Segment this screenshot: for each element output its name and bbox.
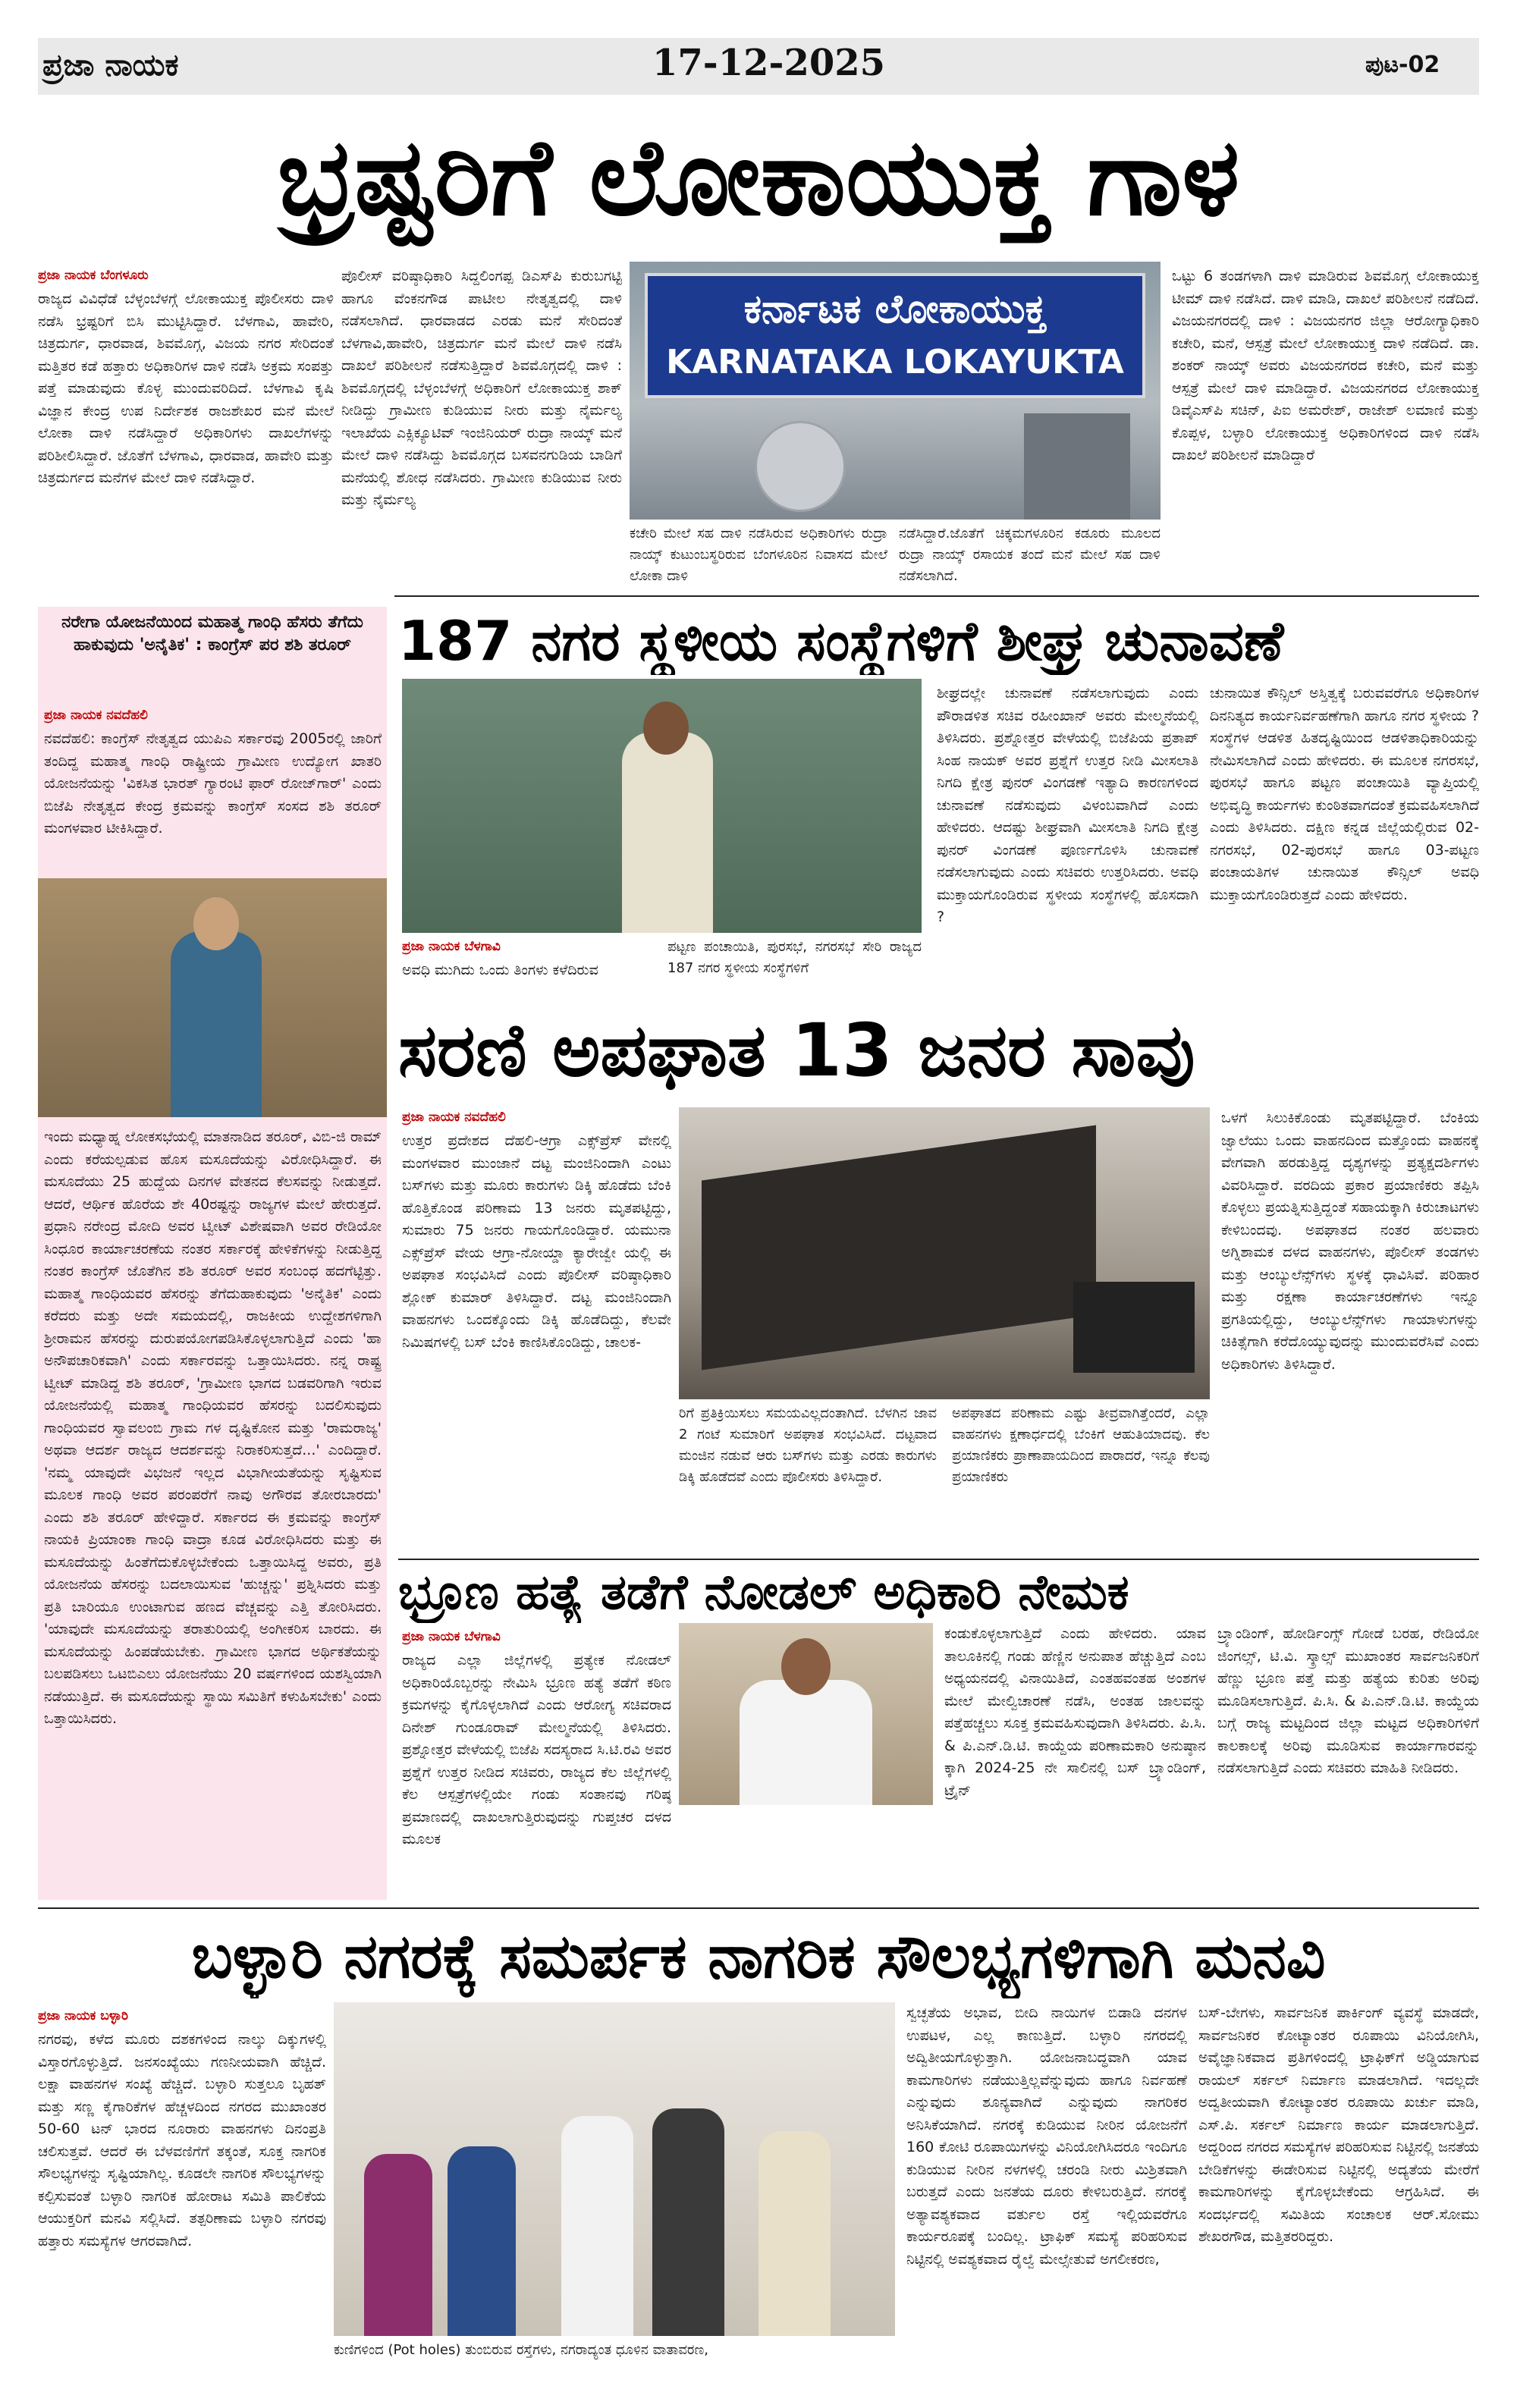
story1-byline: ಪ್ರಜಾ ನಾಯಕ ಬೆಂಗಳೂರು: [38, 268, 149, 283]
lokayukta-sign-english: KARNATAKA LOKAYUKTA: [666, 343, 1124, 381]
story4-byline: ಪ್ರಜಾ ನಾಯಕ ಬೆಳಗಾವಿ: [402, 1629, 501, 1644]
story2-byline: ಪ್ರಜಾ ನಾಯಕ ಬೆಳಗಾವಿ: [402, 939, 501, 954]
story5-photo-petition: [334, 2002, 895, 2336]
story2-col4: [1210, 683, 1479, 994]
person-icon-2: [448, 2146, 516, 2336]
lokayukta-photo: [630, 262, 1161, 520]
story5-col1: [38, 2006, 326, 2370]
story1-col1: [38, 265, 334, 580]
story4-text-col4: ಬ್ರ್ಯಾಂಡಿಂಗ್, ಹೋರ್ಡಿಂಗ್ಸ್ ಗೋಡೆ ಬರಹ, ರೇಡಿಯೋ ಜಿಂಗಲ್ಸ್, ಟಿ.ವಿ. ಸ್ಕ್ರಾಲ್ಸ್ ಮುಖಾಂತರ ಸಾರ್ವಜನಿಕರಿಗೆ ಹೆಣ್ಣು ಭ್ರೂಣ ಪತ್ತೆ ಮತ್ತು ಹತ್ಯೆಯ ಕುರಿತು ಅರಿವು ಮೂಡಿಸಲಾಗುತ್ತಿದೆ. ಪಿ.ಸಿ. & ಪಿ.ಎನ್.ಡಿ.ಟಿ. ಕಾಯ್ದೆಯ ಬಗ್ಗೆ ರಾಜ್ಯ ಮಟ್ಟದಿಂದ ಜಿಲ್ಲಾ ಮಟ್ಟದ ಅಧಿಕಾರಿಗಳಿಗೆ ಕಾಲಕಾಲಕ್ಕೆ ಅರಿವು ಮೂಡಿಸುವ ಕಾರ್ಯಾಗಾರವನ್ನು ನಡೆಸಲಾಗುತ್ತಿದೆ ಎಂದು ಸಚಿವರು ಮಾಹಿತಿ ನೀಡಿದರು.: [1217, 1625, 1479, 1776]
story4-col1: [402, 1627, 671, 1896]
story3-text-col1: ಉತ್ತರ ಪ್ರದೇಶದ ದೆಹಲಿ-ಆಗ್ರಾ ಎಕ್ಸ್‌ಪ್ರೆಸ್ ವೇನಲ್ಲಿ ಮಂಗಳವಾರ ಮುಂಜಾನೆ ದಟ್ಟ ಮಂಜಿನಿಂದಾಗಿ ಎಂಟು ಬಸ್‌ಗಳು ಮತ್ತು ಮೂರು ಕಾರುಗಳು ಡಿಕ್ಕಿ ಹೊಡೆದು ಬೆಂಕಿ ಹೊತ್ತಿಕೊಂಡ ಪರಿಣಾಮ 13 ಜನರು ಮೃತಪಟ್ಟಿದ್ದು, ಸುಮಾರು 75 ಜನರು ಗಾಯಗೊಂಡಿದ್ದಾರೆ. ಯಮುನಾ ಎಕ್ಸ್‌ಪ್ರೆಸ್ ವೇಯ ಆಗ್ರಾ-ನೋಯ್ಡಾ ಕ್ಯಾರೇಜ್ವೇ ಯಲ್ಲಿ ಈ ಅಪಘಾತ ಸಂಭವಿಸಿದೆ ಎಂದು ಪೊಲೀಸ್ ವರಿಷ್ಠಾಧಿಕಾರಿ ಶ್ಲೋಕ್ ಕುಮಾರ್ ತಿಳಿಸಿದ್ದಾರೆ. ದಟ್ಟ ಮಂಜಿನಿಂದಾಗಿ ವಾಹನಗಳು ಒಂದಕ್ಕೊಂದು ಡಿಕ್ಕಿ ಹೊಡೆದಿದ್ದು, ಕೆಲವೇ ನಿಮಿಷಗಳಲ್ಲಿ ಬಸ್ ಬೆಂಕಿ ಕಾಣಿಸಿಕೊಂಡಿದ್ದು, ಚಾಲಕ-: [402, 1132, 671, 1351]
sidebar-byline: ಪ್ರಜಾ ನಾಯಕ ನವದೆಹಲಿ: [44, 708, 148, 723]
story2-photo-speaker: [402, 679, 922, 933]
story3-byline: ಪ್ರಜಾ ನಾಯಕ ನವದೆಹಲಿ: [402, 1110, 506, 1125]
story5-headline: ಬಳ್ಳಾರಿ ನಗರಕ್ಕೆ ಸಮರ್ಪಕ ನಾಗರಿಕ ಸೌಲಭ್ಯಗಳಿಗಾಗಿ ಮನವಿ: [191, 1921, 1326, 1992]
emblem-icon: [755, 421, 846, 512]
story4-col4: [1217, 1623, 1479, 1896]
speaker-head-2: [643, 702, 689, 755]
story2-caption-a: ಅವಧಿ ಮುಗಿದು ಒಂದು ತಿಂಗಳು ಕಳೆದಿರುವ: [402, 962, 598, 978]
story2-headline: 187 ನಗರ ಸ್ಥಳೀಯ ಸಂಸ್ಥೆಗಳಿಗೆ ಶೀಘ್ರ ಚುನಾವಣೆ: [398, 609, 1284, 673]
divider-rule-2: [398, 1559, 1479, 1560]
story3-caption-a: ರಿಗೆ ಪ್ರತಿಕ್ರಿಯಿಸಲು ಸಮಯವಿಲ್ಲದಂತಾಗಿದೆ. ಬೆಳಗಿನ ಜಾವ 2 ಗಂಟೆ ಸುಮಾರಿಗೆ ಅಪಘಾತ ಸಂಭವಿಸಿದೆ. ದಟ್ಟವಾದ ಮಂಜಿನ ನಡುವೆ ಆರು ಬಸ್‌ಗಳು ಮತ್ತು ಎರಡು ಕಾರುಗಳು ಡಿಕ್ಕಿ ಹೊಡೆದವೆ ಎಂದು ಪೊಲೀಸರು ತಿಳಿಸಿದ್ದಾರೆ.: [679, 1405, 937, 1485]
story2-caption-b: ಪಟ್ಟಣ ಪಂಚಾಯಿತಿ, ಪುರಸಭೆ, ನಗರಸಭೆ ಸೇರಿ ರಾಜ್ಯದ 187 ನಗರ ಸ್ಥಳೀಯ ಸಂಸ್ಥೆಗಳಿಗೆ: [667, 939, 922, 976]
story3-col4: [1221, 1107, 1479, 1551]
masthead-paper-name: ಪ್ರಜಾ ನಾಯಕ: [42, 48, 179, 83]
building-pillar-icon: [1024, 413, 1130, 520]
sidebar-intro-col: [44, 705, 382, 876]
story1-text-col4: ಒಟ್ಟು 6 ತಂಡಗಳಾಗಿ ದಾಳಿ ಮಾಡಿರುವ ಶಿವಮೊಗ್ಗ ಲೋಕಾಯುಕ್ತ ಟೀಮ್ ದಾಳಿ ನಡೆಸಿದೆ. ದಾಳಿ ಮಾಡಿ, ದಾಖಲೆ ಪರಿಶೀಲನೆ ನಡೆದಿದೆ. ವಿಜಯನಗರದಲ್ಲಿ ದಾಳಿ : ವಿಜಯನಗರ ಜಿಲ್ಲಾ ಆರೋಗ್ಯಾಧಿಕಾರಿ ಕಚೇರಿ, ಮನೆ, ಆಸ್ಪತ್ರೆ ಮೇಲೆ ಲೋಕಾಯುಕ್ತ ದಾಳಿ ನಡೆದಿದೆ. ಡಾ. ಶಂಕರ್ ನಾಯ್ಕ್ ಅವರು ವಿಜಯನಗರದ ಕಚೇರಿ, ಮನೆ ಮತ್ತು ಆಸ್ಪತ್ರೆ ಮೇಲೆ ದಾಳಿ ಮಾಡಿದ್ದಾರೆ. ವಿಜಯನಗರದ ಲೋಕಾಯುಕ್ತ ಡಿವೈಎಸ್‌ಪಿ ಸಚಿನ್, ಪಿಐ ಅಮರೇಶ್, ರಾಜೇಶ್ ಲಮಾಣಿ ಮತ್ತು ಕೊಪ್ಪಳ, ಬಳ್ಳಾರಿ ಲೋಕಾಯುಕ್ತ ಅಧಿಕಾರಿಗಳಿಂದ ದಾಳಿ ನಡೆಸಿ ದಾಖಲೆ ಪರಿಶೀಲನೆ ಮಾಡಿದ್ದಾರೆ: [1172, 268, 1479, 463]
sidebar-headline: ನರೇಗಾ ಯೋಜನೆಯಿಂದ ಮಹಾತ್ಮ ಗಾಂಧಿ ಹೆಸರು ತೆಗೆದು ಹಾಕುವುದು 'ಅನೈತಿಕ' : ಕಾಂಗ್ರೆಸ್ ಪರ ಶಶಿ ತರೂರ್: [61, 613, 363, 655]
story4-headline: ಭ್ರೂಣ ಹತ್ಯೆ ತಡೆಗೆ ನೋಡಲ್ ಅಧಿಕಾರಿ ನೇಮಕ: [398, 1565, 1129, 1621]
story3-caption-b: ಅಪಘಾತದ ಪರಿಣಾಮ ಎಷ್ಟು ತೀವ್ರವಾಗಿತ್ತೆಂದರೆ, ಎಲ್ಲಾ ವಾಹನಗಳು ಕ್ಷಣಾರ್ಧದಲ್ಲಿ ಬೆಂಕಿಗೆ ಆಹುತಿಯಾದವು. ಕೆಲ ಪ್ರಯಾಣಿಕರು ಪ್ರಾಣಾಪಾಯದಿಂದ ಪಾರಾದರೆ, ಇನ್ನೂ ಕೆಲವು ಪ್ರಯಾಣಿಕರು: [952, 1405, 1210, 1485]
minister-head: [781, 1638, 831, 1695]
story5-col4: [1198, 2002, 1479, 2370]
speaker-head: [193, 897, 239, 950]
person-icon-4: [652, 2108, 724, 2336]
sidebar-photo-parliament: [38, 878, 387, 1117]
story4-text-col3: ಕಂಡುಕೊಳ್ಳಲಾಗುತ್ತಿದೆ ಎಂದು ಹೇಳಿದರು. ಯಾವ ತಾಲೂಕಿನಲ್ಲಿ ಗಂಡು ಹೆಣ್ಣಿನ ಅನುಪಾತ ಹೆಚ್ಚುತ್ತಿದೆ ಎಂಬ ಅಧ್ಯಯನದಲ್ಲಿ ವಿನಾಯಿತಿದೆ, ಎಂತಹವಂತಹ ಅಂಶಗಳ ಮೇಲೆ ಮೇಲ್ವಿಚಾರಣೆ ನಡೆಸಿ, ಅಂತಹ ಜಾಲವನ್ನು ಪತ್ತೆಹಚ್ಚಲು ಸೂಕ್ತ ಕ್ರಮವಹಿಸುವುದಾಗಿ ತಿಳಿಸಿದರು. ಪಿ.ಸಿ. & ಪಿ.ಎನ್.ಡಿ.ಟಿ. ಕಾಯ್ದೆಯ ಪರಿಣಾಮಕಾರಿ ಅನುಷ್ಠಾನ ಕ್ಕಾಗಿ 2024-25 ನೇ ಸಾಲಿನಲ್ಲಿ ಬಸ್ ಬ್ರ್ಯಾಂಡಿಂಗ್, ಟ್ರೈನ್: [944, 1625, 1206, 1799]
masthead-date: 17-12-2025: [652, 42, 886, 84]
burnt-bus-shape: [702, 1125, 1096, 1370]
story2-text-col4: ಚುನಾಯಿತ ಕೌನ್ಸಿಲ್ ಅಸ್ತಿತ್ವಕ್ಕೆ ಬರುವವರೆಗೂ ಅಧಿಕಾರಿಗಳ ದಿನನಿತ್ಯದ ಕಾರ್ಯನಿರ್ವಹಣೆಗಾಗಿ ಹಾಗೂ ನಗರ ಸ್ಥಳೀಯ ? ಸಂಸ್ಥೆಗಳ ಆಡಳಿತ ಹಿತದೃಷ್ಟಿಯಿಂದ ಆಡಳಿತಾಧಿಕಾರಿಯನ್ನು ನೇಮಿಸಲಾಗಿದೆ ಎಂದು ಹೇಳಿದರು. ಈ ಮೂಲಕ ನಗರಸಭೆ, ಪುರಸಭೆ ಹಾಗೂ ಪಟ್ಟಣ ಪಂಚಾಯಿತಿ ವ್ಯಾಪ್ತಿಯಲ್ಲಿ ಅಭಿವೃದ್ಧಿ ಕಾರ್ಯಗಳು ಕುಂಠಿತವಾಗದಂತೆ ಕ್ರಮವಹಿಸಲಾಗಿದೆ ಎಂದು ತಿಳಿಸಿದರು. ದಕ್ಷಿಣ ಕನ್ನಡ ಜಿಲ್ಲೆಯಲ್ಲಿರುವ 02-ನಗರಸಭೆ, 02-ಪುರಸಭೆ ಹಾಗೂ 03-ಪಟ್ಟಣ ಪಂಚಾಯತಿಗಳ ಚುನಾಯಿತ ಕೌನ್ಸಿಲ್ ಅವಧಿ ಮುಕ್ತಾಯಗೊಂಡಿರುತ್ತದೆ ಎಂದು ಹೇಳಿದರು.: [1210, 685, 1479, 903]
story3-text-col4: ಒಳಗೆ ಸಿಲುಕಿಕೊಂಡು ಮೃತಪಟ್ಟಿದ್ದಾರೆ. ಬೆಂಕಿಯ ಜ್ವಾಲೆಯು ಒಂದು ವಾಹನದಿಂದ ಮತ್ತೊಂದು ವಾಹನಕ್ಕೆ ವೇಗವಾಗಿ ಹರಡುತ್ತಿದ್ದ ದೃಶ್ಯಗಳನ್ನು ಪ್ರತ್ಯಕ್ಷದರ್ಶಿಗಳು ವಿವರಿಸಿದ್ದಾರೆ. ವರದಿಯ ಪ್ರಕಾರ ಪ್ರಯಾಣಿಕರು ತಪ್ಪಿಸಿ ಕೊಳ್ಳಲು ಪ್ರಯತ್ನಿಸುತ್ತಿದ್ದಂತೆ ಸಹಾಯಕ್ಕಾಗಿ ಕಿರುಚಾಟಗಳು ಕೇಳಿಬಂದವು. ಅಪಘಾತದ ನಂತರ ಹಲವಾರು ಅಗ್ನಿಶಾಮಕ ದಳದ ವಾಹನಗಳು, ಪೊಲೀಸ್ ತಂಡಗಳು ಮತ್ತು ಆಂಬ್ಯುಲೆನ್ಸ್‌ಗಳು ಸ್ಥಳಕ್ಕೆ ಧಾವಿಸಿವೆ. ಪರಿಹಾರ ಮತ್ತು ರಕ್ಷಣಾ ಕಾರ್ಯಾಚರಣೆಗಳು ಇನ್ನೂ ಪ್ರಗತಿಯಲ್ಲಿದ್ದು, ಆಂಬ್ಯುಲೆನ್ಸ್‌ಗಳು ಗಾಯಾಳುಗಳನ್ನು ಚಿಕಿತ್ಸೆಗಾಗಿ ಕರೆದೊಯ್ಯುವುದನ್ನು ಮುಂದುವರೆಸಿವೆ ಎಂದು ಅಧಿಕಾರಿಗಳು ತಿಳಿಸಿದ್ದಾರೆ.: [1221, 1110, 1479, 1373]
story1-text-col2: ಪೊಲೀಸ್ ವರಿಷ್ಠಾಧಿಕಾರಿ ಸಿದ್ದಲಿಂಗಪ್ಪ ಡಿಎಸ್‌ಪಿ ಕುರುಬಗಟ್ಟಿ ಹಾಗೂ ವೆಂಕನಗೌಡ ಪಾಟೀಲ ನೇತೃತ್ವದಲ್ಲಿ ದಾಳಿ ನಡೆಸಲಾಗಿದೆ. ಧಾರವಾಡದ ಎರಡು ಮನೆ ಸೇರಿದಂತೆ ಬೆಳಗಾವಿ,ಹಾವೇರಿ, ಚಿತ್ರದುರ್ಗ ಮನೆ ಮೇಲೆ ದಾಳಿ ನಡೆಸಿ ದಾಖಲೆ ಪರಿಶೀಲನೆ ನಡೆಸುತ್ತಿದ್ದಾರೆ ಶಿವಮೊಗ್ಗದಲ್ಲಿ ದಾಳಿ : ಶಿವಮೊಗ್ಗದಲ್ಲಿ ಬೆಳ್ಳಂಬೆಳಗ್ಗೆ ಅಧಿಕಾರಿಗೆ ಲೋಕಾಯುಕ್ತ ಶಾಕ್ ನೀಡಿದ್ದು ಗ್ರಾಮೀಣ ಕುಡಿಯುವ ನೀರು ಮತ್ತು ನೈರ್ಮಲ್ಯ ಇಲಾಖೆಯ ಎಕ್ಸಿಕ್ಯೂಟಿವ್ ಇಂಜಿನಿಯರ್ ರುದ್ರಾ ನಾಯ್ಕ್ ಮನೆ ಮೇಲೆ ದಾಳಿ ನಡೆಸಿದ್ದು ಶಿವಮೊಗ್ಗದ ಬಸವನಗುಡಿಯ ಬಾಡಿಗೆ ಮನೆಯಲ್ಲಿ ಶೋಧ ನಡೆಸಿದರು. ಗ್ರಾಮೀಣ ಕುಡಿಯುವ ನೀರು ಮತ್ತು ನೈರ್ಮಲ್ಯ: [341, 268, 622, 508]
story5-text-col1: ನಗರವು, ಕಳೆದ ಮೂರು ದಶಕಗಳಿಂದ ನಾಲ್ಕು ದಿಕ್ಕುಗಳಲ್ಲಿ ವಿಸ್ತಾರಗೊಳ್ಳುತ್ತಿದೆ. ಜನಸಂಖ್ಯೆಯು ಗಣನೀಯವಾಗಿ ಹೆಚ್ಚಿದೆ. ಲಕ್ಷಾ ವಾಹನಗಳ ಸಂಖ್ಯೆ ಹೆಚ್ಚಿದೆ. ಬಳ್ಳಾರಿ ಸುತ್ತಲೂ ಬೃಹತ್ ಮತ್ತು ಸಣ್ಣ ಕೈಗಾರಿಕೆಗಳ ಹೆಚ್ಚಳದಿಂದ ನಗರದ ಮುಖಾಂತರ 50-60 ಟನ್ ಭಾರದ ನೂರಾರು ವಾಹನಗಳು ದಿನಂಪ್ರತಿ ಚಲಿಸುತ್ತವೆ. ಆದರೆ ಈ ಬೆಳವಣಿಗೆಗೆ ತಕ್ಕಂತೆ, ಸೂಕ್ತ ನಾಗರಿಕ ಸೌಲಭ್ಯಗಳನ್ನು ಸೃಷ್ಟಿಯಾಗಿಲ್ಲ. ಕೂಡಲೇ ನಾಗರಿಕ ಸೌಲಭ್ಯಗಳನ್ನು ಕಲ್ಪಿಸುವಂತೆ ಬಳ್ಳಾರಿ ನಾಗರಿಕ ಹೋರಾಟ ಸಮಿತಿ ಪಾಲಿಕೆಯ ಆಯುಕ್ತರಿಗೆ ಮನವಿ ಸಲ್ಲಿಸಿದೆ. ತತ್ಪರಿಣಾಮ ಬಳ್ಳಾರಿ ನಗರವು ಹತ್ತಾರು ಸಮಸ್ಯೆಗಳ ಆಗರವಾಗಿದೆ.: [38, 2031, 326, 2249]
story3-headline: ಸರಣಿ ಅಪಘಾತ 13 ಜನರ ಸಾವು: [398, 1008, 1195, 1093]
sidebar-body: ಇಂದು ಮಧ್ಯಾಹ್ನ ಲೋಕಸಭೆಯಲ್ಲಿ ಮಾತನಾಡಿದ ತರೂರ್, ವಿಬಿ-ಜಿ ರಾಮ್ ಎಂದು ಕರೆಯಲ್ಪಡುವ ಹೊಸ ಮಸೂದೆಯನ್ನು ವಿರೋಧಿಸಿದ್ದಾರೆ. ಈ ಮಸೂದೆಯು 25 ಹುದ್ದೆಯ ದಿನಗಳ ವೇತನದ ಕೆಲಸವನ್ನು ನೀಡುತ್ತದೆ. ಆದರೆ, ಆರ್ಥಿಕ ಹೊರೆಯ ಶೇ 40ರಷ್ಟನ್ನು ರಾಜ್ಯಗಳ ಮೇಲೆ ಹೇರುತ್ತದೆ. ಪ್ರಧಾನಿ ನರೇಂದ್ರ ಮೋದಿ ಅವರ ಟ್ವೀಟ್ ವಿಶೇಷವಾಗಿ ಅವರ ರೇಡಿಯೋ ಸಿಂಧೂರ ಕಾರ್ಯಾಚರಣೆಯ ನಂತರ ಸರ್ಕಾರಕ್ಕೆ ಹೇಳಿಕೆಗಳನ್ನು ನೀಡುತ್ತಿದ್ದ ನಂತರ ಕಾಂಗ್ರೆಸ್ ಜೊತೆಗಿನ ಶಶಿ ತರೂರ್ ಅವರ ಸಂಬಂಧ ಹದಗೆಟ್ಟಿತ್ತು. ಮಹಾತ್ಮ ಗಾಂಧಿಯವರ ಹೆಸರನ್ನು ತೆಗೆದುಹಾಕುವುದು 'ಅನೈತಿಕ' ಎಂದು ಕರೆದರು ಮತ್ತು ಅದೇ ಸಮಯದಲ್ಲಿ, ರಾಜಕೀಯ ಉದ್ದೇಶಗಳಿಗಾಗಿ ಶ್ರೀರಾಮನ ಹೆಸರನ್ನು ದುರುಪಯೋಗಪಡಿಸಿಕೊಳ್ಳಲಾಗುತ್ತಿದೆ ಎಂದು 'ಹಾ ಅನೌಪಚಾರಿಕವಾಗಿ' ಎಂದು ಸರ್ಕಾರವನ್ನು ಒತ್ತಾಯಿಸಿದರು. ನನ್ನ ರಾಷ್ಟ್ರ ಟ್ವೀಟ್ ಮಾಡಿದ್ದ ಶಶಿ ತರೂರ್, 'ಗ್ರಾಮೀಣ ಭಾಗದ ಬಡವರಿಗಾಗಿ ಇರುವ ಯೋಜನೆಯಲ್ಲಿ ಮಹಾತ್ಮ ಗಾಂಧಿಯವರ ಹೆಸರನ್ನು ಬದಲಿಸುವುದು ಗಾಂಧಿಯವರ ಸ್ವಾವಲಂಬಿ ಗ್ರಾಮ ಗಳ ದೃಷ್ಟಿಕೋನ ಮತ್ತು 'ರಾಮರಾಜ್ಯ' ಅಥವಾ ಆದರ್ಶ ರಾಜ್ಯದ ಆದರ್ಶವನ್ನು ನಿರಾಕರಿಸುತ್ತದೆ...' ಎಂದಿದ್ದಾರೆ. 'ನಮ್ಮ ಯಾವುದೇ ವಿಭಜನೆ ಇಲ್ಲದ ವಿಭಾಗೀಯತೆಯನ್ನು ಸೃಷ್ಟಿಸುವ ಮೂಲಕ ಗಾಂಧಿ ಅವರ ಪರಂಪರೆಗೆ ನಾವು ಅಗೌರವ ತೋರಬಾರದು' ಎಂದು ಶಶಿ ತರೂರ್ ಹೇಳಿದ್ದಾರೆ. ಸರ್ಕಾರದ ಈ ಕ್ರಮವನ್ನು ಕಾಂಗ್ರೆಸ್ ನಾಯಕಿ ಪ್ರಿಯಾಂಕಾ ಗಾಂಧಿ ವಾದ್ರಾ ಕೂಡ ವಿರೋಧಿಸಿದರು ಮತ್ತು ಈ ಮಸೂದೆಯನ್ನು ಹಿಂತೆಗೆದುಕೊಳ್ಳಬೇಕೆಂದು ಒತ್ತಾಯಿಸಿದ್ದ ಅವರು, ಪ್ರತಿ ಯೋಜನೆಯ ಹೆಸರನ್ನು ಬದಲಾಯಿಸುವ 'ಹುಚ್ಚನ್ನು' ಪ್ರಶ್ನಿಸಿದರು ಮತ್ತು ಪ್ರತಿ ಬಾರಿಯೂ ಉಂಟಾಗುವ ಹಣದ ವೆಚ್ಚವನ್ನು ಎತ್ತಿ ತೋರಿಸಿದರು. 'ಯಾವುದೇ ಮಸೂದೆಯನ್ನು ತರಾತುರಿಯಲ್ಲಿ ಅಂಗೀಕರಿಸ ಬಾರದು. ಈ ಮಸೂದೆಯನ್ನು ಹಿಂಪಡೆಯಬೇಕು. ಗ್ರಾಮೀಣ ಭಾಗದ ಅರ್ಥಿಕತೆಯನ್ನು ಬಲಪಡಿಸಲು ಒಟಬಿಎಲು ಯೋಜನೆಯು 20 ವರ್ಷಗಳಿಂದ ಯಶಸ್ವಿಯಾಗಿ ನಡೆಯುತ್ತಿದೆ. ಈ ಮಸೂದೆಯನ್ನು ಸ್ಥಾಯಿ ಸಮಿತಿಗೆ ಕಳುಹಿಸಬೇಕು' ಎಂದು ಒತ್ತಾಯಿಸಿದರು.: [44, 1129, 382, 1727]
masthead-page-number: ಪುಟ-02: [1365, 52, 1440, 78]
story5-col3: [906, 2002, 1187, 2370]
sidebar-body-col: [44, 1126, 382, 1892]
main-headline: ಭ್ರಷ್ಟರಿಗೆ ಲೋಕಾಯುಕ್ತ ಗಾಳ: [277, 116, 1240, 240]
story3-col1: [402, 1107, 671, 1547]
story3-photo-bus-fire: [679, 1107, 1210, 1399]
speaker-figure-2: [622, 732, 713, 933]
story2-text-col3: ಶೀಘ್ರದಲ್ಲೇ ಚುನಾವಣೆ ನಡೆಸಲಾಗುವುದು ಎಂದು ಪೌರಾಡಳಿತ ಸಚಿವ ರಹೀಂಖಾನ್ ಅವರು ಮೇಲ್ಮನೆಯಲ್ಲಿ ತಿಳಿಸಿದರು. ಪ್ರಶ್ನೋತ್ತರ ವೇಳೆಯಲ್ಲಿ ಬಿಜೆಪಿಯ ಪ್ರತಾಪ್ ಸಿಂಹ ನಾಯಕ್ ಅವರ ಪ್ರಶ್ನೆಗೆ ಉತ್ತರ ನೀಡಿ ಮೀಸಲಾತಿ ನಿಗದಿ ಕ್ಷೇತ್ರ ಪುನರ್ ವಿಂಗಡಣೆ ಇತ್ಯಾದಿ ಕಾರಣಗಳಿಂದ ಚುನಾವಣೆ ನಡೆಸುವುದು ವಿಳಂಬವಾಗಿದೆ ಎಂದು ಹೇಳಿದರು. ಆದಷ್ಟು ಶೀಘ್ರವಾಗಿ ಮೀಸಲಾತಿ ನಿಗದಿ ಕ್ಷೇತ್ರ ಪುನರ್ ವಿಂಗಡಣೆ ಪೂರ್ಣಗೊಳಿಸಿ ಚುನಾವಣೆ ನಡೆಸಲಾಗುವುದು ಎಂದು ಸಚಿವರು ಉತ್ತರಿಸಿದರು. ಅವಧಿ ಮುಕ್ತಾಯಗೊಂಡಿರುವ ಸ್ಥಳೀಯ ಸಂಸ್ಥೆಗಳಲ್ಲಿ ಹೊಸದಾಗಿ ?: [937, 685, 1198, 925]
divider-rule-3: [38, 1907, 1479, 1909]
story1-caption-b: ನಡೆಸಿದ್ದಾರೆ.ಜೊತೆಗೆ ಚಿಕ್ಕಮಗಳೂರಿನ ಕಡೂರು ಮೂಲದ ರುದ್ರಾ ನಾಯ್ಕ್ ರಸಾಯಕ ತಂದೆ ಮನೆ ಮೇಲೆ ಸಹ ದಾಳಿ ನಡೆಸಲಾಗಿದೆ.: [899, 526, 1161, 584]
story5-text-col3: ಸ್ವಚ್ಛತೆಯ ಅಭಾವ, ಬೀದಿ ನಾಯಿಗಳ ಬಿಡಾಡಿ ದನಗಳ ಉಪಟಳ, ಎಲ್ಲ ಕಾಣುತ್ತಿದೆ. ಬಳ್ಳಾರಿ ನಗರದಲ್ಲಿ ಅದ್ವಿತೀಯಗೊಳ್ಳುತ್ತಾಗಿ. ಯೋಜನಾಬದ್ಧವಾಗಿ ಯಾವ ಕಾಮಗಾರಿಗಳು ನಡೆಯುತ್ತಿಲ್ಲವೆನ್ನುವುದು ಹಾಗೂ ನಿರ್ವಹಣೆ ಎನ್ನುವುದು ಶೂನ್ಯವಾಗಿದೆ ಎನ್ನುವುದು ನಾಗರಿಕರ ಅನಿಸಿಕೆಯಾಗಿದೆ. ನಗರಕ್ಕೆ ಕುಡಿಯುವ ನೀರಿನ ಯೋಜನೆಗೆ 160 ಕೋಟಿ ರೂಪಾಯಿಗಳನ್ನು ವಿನಿಯೋಗಿಸಿದರೂ ಇಂದಿಗೂ ಕುಡಿಯುವ ನೀರಿನ ನಳಗಳಲ್ಲಿ ಚರಂಡಿ ನೀರು ಮಿಶ್ರಿತವಾಗಿ ಬರುತ್ತದೆ ಎಂದು ಜನತೆಯ ದೂರು ಕೇಳಿಬರುತ್ತಿದೆ. ನಗರಕ್ಕೆ ಅತ್ಯಾವಶ್ಯಕವಾದ ವರ್ತುಲ ರಸ್ತೆ ಇಲ್ಲಿಯವರೆಗೂ ಕಾರ್ಯರೂಪಕ್ಕೆ ಬಂದಿಲ್ಲ. ಟ್ರಾಫಿಕ್ ಸಮಸ್ಯೆ ಪರಿಹರಿಸುವ ನಿಟ್ಟಿನಲ್ಲಿ ಅವಶ್ಯಕವಾದ ರೈಲ್ವೆ ಮೇಲ್ಸೇತುವೆ ಅಗಲೀಕರಣ,: [906, 2005, 1187, 2268]
story1-text-col1: ರಾಜ್ಯದ ವಿವಿಧೆಡೆ ಬೆಳ್ಳಂಬೆಳಗ್ಗೆ ಲೋಕಾಯುಕ್ತ ಪೊಲೀಸರು ದಾಳಿ ನಡೆಸಿ ಭ್ರಷ್ಟರಿಗೆ ಬಿಸಿ ಮುಟ್ಟಿಸಿದ್ದಾರೆ. ಬೆಳಗಾವಿ, ಹಾವೇರಿ, ಚಿತ್ರದುರ್ಗ, ಧಾರವಾಡ, ಶಿವಮೊಗ್ಗ, ವಿಜಯ ನಗರ ಸೇರಿದಂತೆ ಮತ್ತಿತರ ಕಡೆ ಹತ್ತಾರು ಅಧಿಕಾರಿಗಳ ದಾಳಿ ನಡೆಸಿ ಅಕ್ರಮ ಸಂಪತ್ತು ಪತ್ತೆ ಮಾಡುವುದು ಕೊಳ್ಳ ಮುಂದುವರಿದಿದೆ. ಬೆಳಗಾವಿ ಕೃಷಿ ವಿಜ್ಞಾನ ಕೇಂದ್ರ ಉಪ ನಿರ್ದೇಶಕ ರಾಜಶೇಖರ ಮನೆ ಮೇಲೆ ಲೋಕಾ ದಾಳಿ ನಡೆಸಿದ್ದಾರೆ ಅಧಿಕಾರಿಗಳು ದಾಖಲೆಗಳನ್ನು ಪರಿಶೀಲಿಸಿದ್ದಾರೆ. ಜೊತೆಗೆ ಬೆಳಗಾವಿ, ಧಾರವಾಡ, ಹಾವೇರಿ ಮತ್ತು ಚಿತ್ರದುರ್ಗದ ಮನೆಗಳ ಮೇಲೆ ದಾಳಿ ನಡೆಸಿದ್ದಾರೆ.: [38, 290, 334, 486]
fire-truck-shape: [1073, 1282, 1195, 1373]
person-icon-5: [758, 2131, 831, 2336]
story1-col2: [341, 265, 622, 584]
story5-text-col4: ಬಸ್-ಬೇಗಳು, ಸಾರ್ವಜನಿಕ ಪಾರ್ಕಿಂಗ್ ವ್ಯವಸ್ಥೆ ಮಾಡದೇ, ಸಾರ್ವಜನಿಕರ ಕೋಟ್ಯಾಂತರ ರೂಪಾಯಿ ವಿನಿಯೋಗಿಸಿ, ಅವೈಜ್ಞಾನಿಕವಾದ ಪ್ರತಿಗಳಿಂದಲ್ಲಿ ಟ್ರಾಫಿಕ್‌ಗೆ ಅಡ್ಡಿಯಾಗುವ ರಾಯಲ್ ಸರ್ಕಲ್ ನಿರ್ಮಾಣ ಮಾಡಲಾಗಿದೆ. ಇದಲ್ಲದೇ ಅದ್ವತೀಯವಾಗಿ ಕೋಟ್ಯಾಂತರ ರೂಪಾಯಿ ಖರ್ಚು ಮಾಡಿ, ಎಸ್.ಪಿ. ಸರ್ಕಲ್ ನಿರ್ಮಾಣ ಕಾರ್ಯ ಮಾಡಲಾಗುತ್ತಿದೆ. ಅದ್ದರಿಂದ ನಗರದ ಸಮಸ್ಯೆಗಳ ಪರಿಹರಿಸುವ ನಿಟ್ಟಿನಲ್ಲಿ ಜನತೆಯ ಬೇಡಿಕೆಗಳನ್ನು ಈಡೇರಿಸುವ ನಿಟ್ಟಿನಲ್ಲಿ ಅದ್ಯತೆಯ ಮೇರೆಗೆ ಕಾಮಗಾರಿಗಳನ್ನು ಕೈಗೊಳ್ಳಬೇಕೆಂದು ಆಗ್ರಹಿಸಿದೆ. ಈ ಸಂದರ್ಭದಲ್ಲಿ ಸಮಿತಿಯ ಸಂಚಾಲಕ ಆರ್.ಸೋಮು ಶೇಖರಗೌಡ, ಮತ್ತಿತರರಿದ್ದರು.: [1198, 2005, 1479, 2245]
story4-photo-minister: [679, 1623, 933, 1805]
speaker-figure: [171, 931, 262, 1117]
lokayukta-sign-kannada: ಕರ್ನಾಟಕ ಲೋಕಾಯುಕ್ತ: [743, 287, 1047, 332]
divider-rule: [394, 595, 1479, 597]
story5-caption: ಕುಣಿಗಳಿಂದ (Pot holes) ತುಂಬಿರುವ ರಸ್ತೆಗಳು, ನಗರಾದ್ಯಂತ ಧೂಳಿನ ವಾತಾವರಣ,: [334, 2342, 708, 2358]
person-icon-1: [364, 2154, 432, 2336]
story2-col3: [937, 683, 1198, 994]
story1-caption-a: ಕಚೇರಿ ಮೇಲೆ ಸಹ ದಾಳಿ ನಡೆಸಿರುವ ಅಧಿಕಾರಿಗಳು ರುದ್ರಾ ನಾಯ್ಕ್ ಕುಟುಂಬಸ್ಥರಿರುವ ಬೆಂಗಳೂರಿನ ನಿವಾಸದ ಮೇಲೆ ಲೋಕಾ ದಾಳಿ: [630, 526, 887, 584]
sidebar-intro: ನವದೆಹಲಿ: ಕಾಂಗ್ರೆಸ್ ನೇತೃತ್ವದ ಯುಪಿಎ ಸರ್ಕಾರವು 2005ರಲ್ಲಿ ಜಾರಿಗೆ ತಂದಿದ್ದ ಮಹಾತ್ಮ ಗಾಂಧಿ ರಾಷ್ಟ್ರೀಯ ಗ್ರಾಮೀಣ ಉದ್ಯೋಗ ಖಾತರಿ ಯೋಜನೆಯನ್ನು 'ವಿಕಸಿತ ಭಾರತ್ ಗ್ಯಾರಂಟಿ ಫಾರ್ ರೋಜ್‌ಗಾರ್' ಎಂದು ಬಿಜೆಪಿ ನೇತೃತ್ವದ ಕೇಂದ್ರ ಕ್ರಮವನ್ನು ಕಾಂಗ್ರೆಸ್ ಸಂಸದ ಶಶಿ ತರೂರ್ ಮಂಗಳವಾರ ಟೀಕಿಸಿದ್ದಾರೆ.: [44, 730, 382, 837]
story4-col3: [944, 1623, 1206, 1896]
story2-caption-left: [402, 937, 656, 994]
minister-figure: [740, 1680, 872, 1805]
person-icon-3: [561, 2116, 633, 2336]
story5-byline: ಪ್ರಜಾ ನಾಯಕ ಬಳ್ಳಾರಿ: [38, 2008, 129, 2023]
story4-text-col1: ರಾಜ್ಯದ ಎಲ್ಲಾ ಜಿಲ್ಲೆಗಳಲ್ಲಿ ಪ್ರತ್ಯೇಕ ನೋಡಲ್ ಅಧಿಕಾರಿಯೊಬ್ಬರನ್ನು ನೇಮಿಸಿ ಭ್ರೂಣ ಹತ್ಯೆ ತಡೆಗೆ ಕಠಿಣ ಕ್ರಮಗಳನ್ನು ಕೈಗೊಳ್ಳಲಾಗಿದೆ ಎಂದು ಆರೋಗ್ಯ ಸಚಿವರಾದ ದಿನೇಶ್ ಗುಂಡೂರಾವ್ ಮೇಲ್ಮನೆಯಲ್ಲಿ ತಿಳಿಸಿದರು. ಪ್ರಶ್ನೋತ್ತರ ವೇಳೆಯಲ್ಲಿ ಬಿಜೆಪಿ ಸದಸ್ಯರಾದ ಸಿ.ಟಿ.ರವಿ ಅವರ ಪ್ರಶ್ನೆಗೆ ಉತ್ತರ ನೀಡಿದ ಸಚಿವರು, ರಾಜ್ಯದ ಕೆಲ ಜಿಲ್ಲೆಗಳಲ್ಲಿ ಕೆಲ ಆಸ್ಪತ್ರೆಗಳಲ್ಲಿಯೇ ಗಂಡು ಸಂತಾನವು ಗರಿಷ್ಠ ಪ್ರಮಾಣದಲ್ಲಿ ದಾಖಲಾಗುತ್ತಿರುವುದನ್ನು ಗುಪ್ತಚರ ದಳದ ಮೂಲಕ: [402, 1652, 671, 1848]
story1-col4: [1172, 265, 1479, 588]
